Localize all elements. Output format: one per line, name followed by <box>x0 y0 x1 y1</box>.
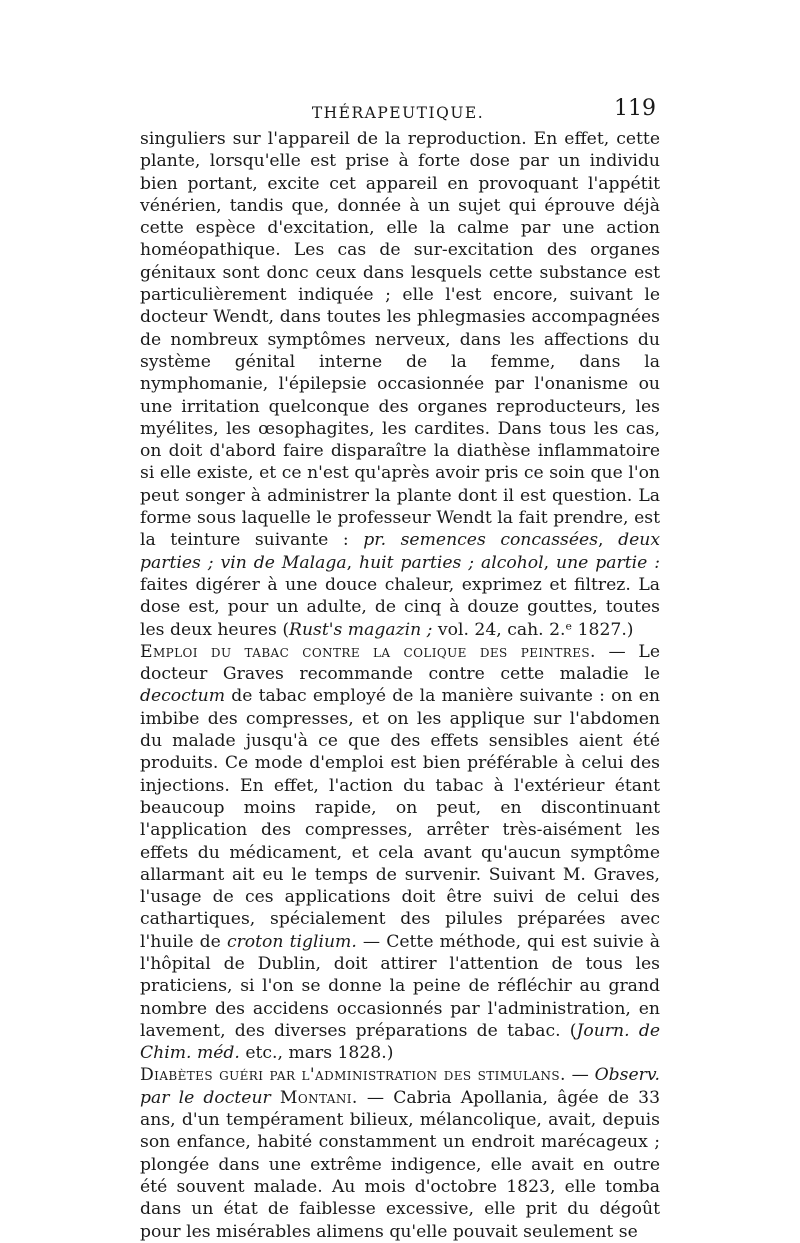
text-run: — Cette méthode, qui est suivie à l'hôpital de Dublin, doit attirer l'attention de tous les praticiens, si l'on se donne la peine de réfléchir au grand nombre des accidens occasionnés par l'administration, en lavement, des diverses préparations de tabac. ( <box>140 931 660 1041</box>
italic-run: une partie : <box>556 552 660 573</box>
italic-run: croton tiglium. <box>226 931 357 952</box>
text-run: — Cabria Apollania, âgée de 33 ans, d'un tempérament bilieux, mélancolique, avait, depuis son enfance, habité constamment un endroit marécageux ; plongée dans une extrême indigence, elle avait en outre été souvent malade. Au mois d'octobre 1823, elle tomba dans un état de faiblesse excessive, elle prit du dégoût pour les misérables alimens qu'elle pouvait seulement se <box>140 1087 661 1242</box>
text-run <box>271 1088 280 1108</box>
text-run: , <box>346 552 360 573</box>
italic-run: decoctum <box>140 686 226 707</box>
text-run: singuliers sur l'appareil de la reproduction. En effet, cette plante, lorsqu'elle est prise à forte dose par un individu bien portant, excite cet appareil en provoquant l'appétit vénérien, tandis que, donnée à un sujet qui éprouve déjà cette espèce d'excitation, elle la calme par une action homéopathique. Les cas de sur-excitation des organes génitaux sont donc ceux dans lesquels cette substance est particulièrement indiquée ; elle l'est encore, suivant le docteur Wendt, dans toutes les phlegmasies accompagnées de nombreux symptômes nerveux, dans les affections du système génital interne de la femme, dans la nymphomanie, l'épilepsie occasionnée par l'onanisme ou une irritation quelconque des organes reproducteurs, les myélites, les œsophagites, les cardites. Dans tous les cas, on doit d'abord faire disparaître la diathèse inflammatoire si elle existe, et ce n'est qu'après avoir pris ce soin que l'on peut songer à administrer la plante dont il est question. La forme sous laquelle le professeur Wendt la fait prendre, est la teinture suivante : <box>140 129 660 551</box>
italic-run: pr. semences concassées <box>363 530 599 551</box>
text-run: etc., mars 1828.) <box>239 1043 394 1064</box>
text-run: , <box>598 530 619 551</box>
paragraph-agnus-castus <box>140 128 660 641</box>
italic-run: huit parties ; alcohol <box>359 552 544 573</box>
italic-run: Observ. par le docteur <box>140 1065 660 1108</box>
text-run: — <box>565 1065 595 1086</box>
text-run: vol. 24, cah. 2.ᵉ 1827.) <box>432 619 634 640</box>
running-title: THÉRAPEUTIQUE. <box>311 104 485 122</box>
page-number: 119 <box>614 96 656 121</box>
text-run: — Le docteur Graves recommande contre cette maladie le <box>140 641 660 685</box>
author-name: Montani. <box>279 1087 358 1108</box>
citation-journal: Journ. de Chim. méd. <box>140 1020 660 1064</box>
text-run: de tabac employé de la manière suivante : on en imbibe des compresses, et on les applique sur l'abdomen du malade jusqu'à ce que des effets sensibles aient été produits. Ce mode d'emploi est bien préférable à celui des injections. En effet, l'action du tabac à l'extérieur étant beaucoup moins rapide, on peut, en discontinuant l'application des compresses, arrêter très-aisément les effets du médicament, et cela avant qu'aucun symptôme allarmant ait eu le temps de survenir. Suivant M. Graves, l'usage de ces applications doit être suivi de celui des cathartiques, spécialement des pilules préparées avec l'huile de <box>140 686 660 952</box>
paragraph-diabetes <box>140 1064 660 1242</box>
italic-run: deux parties ; vin de Malaga <box>140 530 661 573</box>
text-run: faites digérer à une douce chaleur, exprimez et filtrez. La dose est, pour un adulte, de cinq à douze gouttes, toutes les deux heures ( <box>140 574 660 640</box>
paragraph-tabac <box>140 641 660 1065</box>
page-header <box>140 96 656 126</box>
citation-journal: Rust's magazin ; <box>289 619 433 640</box>
section-heading: Emploi du tabac contre la colique des peintres. <box>140 641 596 662</box>
text-run: , <box>543 552 556 573</box>
body-text <box>140 128 660 1243</box>
section-heading: Diabètes guéri par l'administration des stimulans. <box>140 1065 566 1086</box>
